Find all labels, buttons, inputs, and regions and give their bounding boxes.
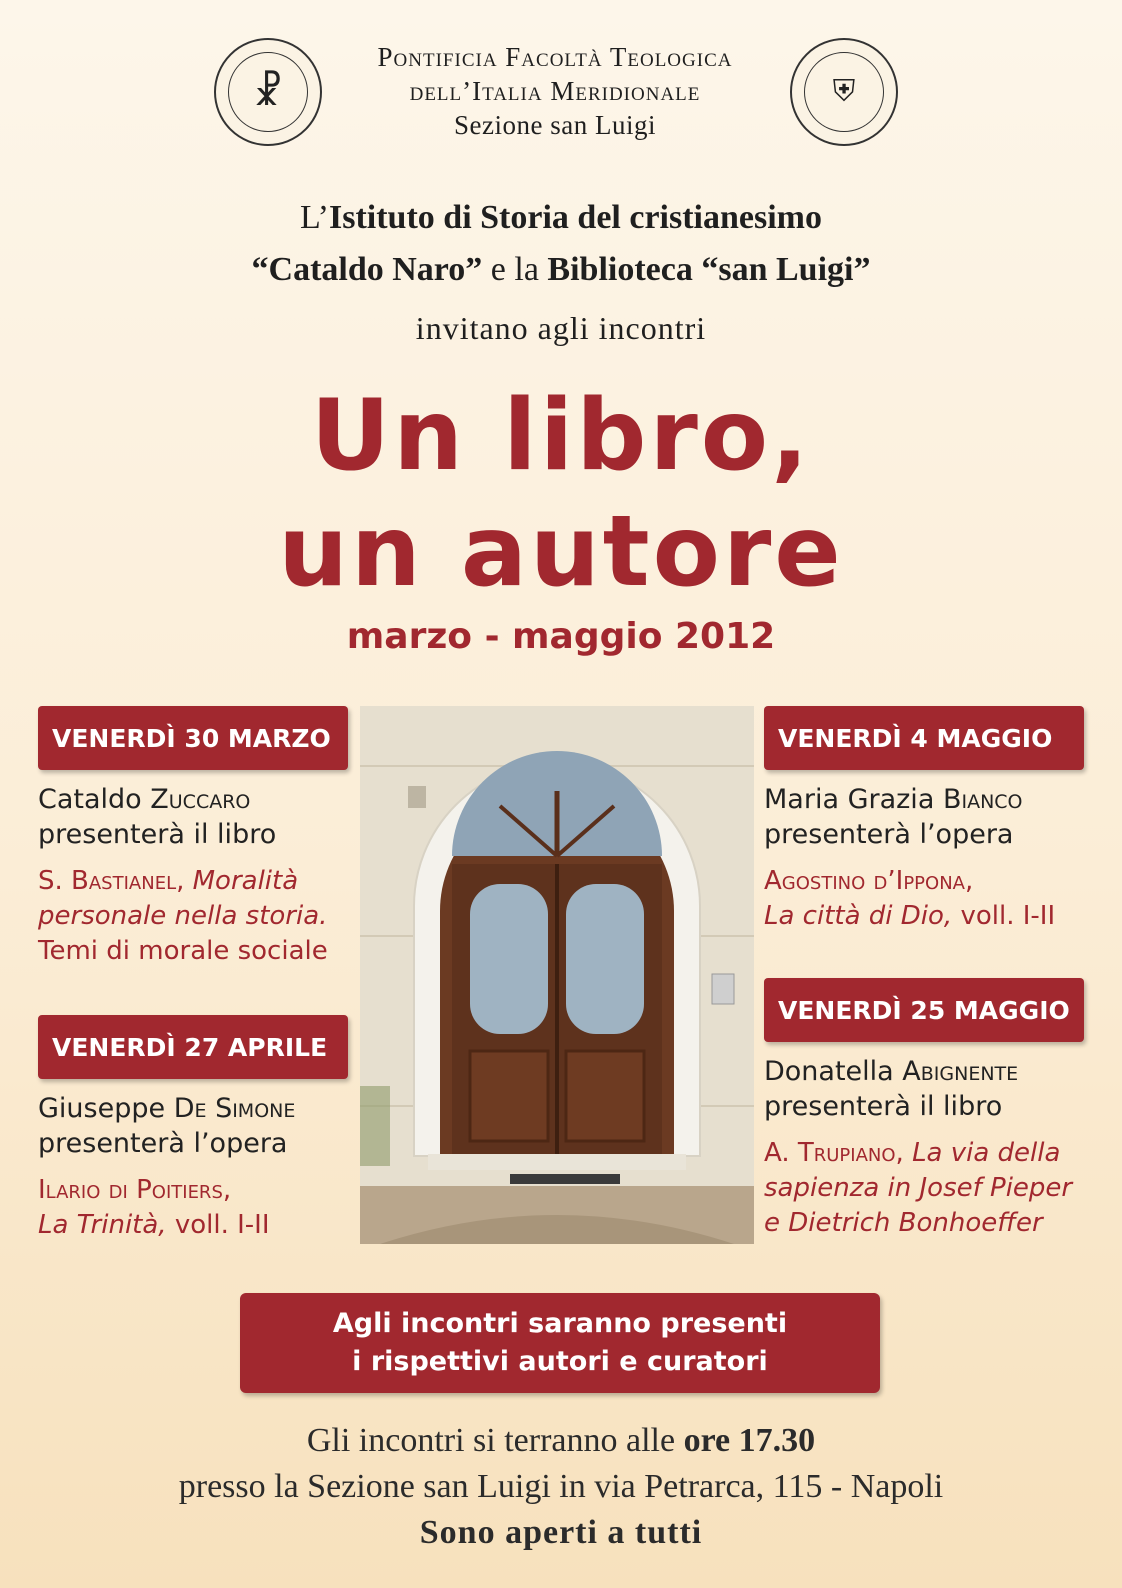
event-2-date: VENERDÌ 27 APRILE — [38, 1015, 348, 1079]
event-2 — [38, 1091, 358, 1243]
intro-e-la: e la — [482, 251, 548, 288]
event-2-action: presenterà l’opera — [38, 1128, 288, 1159]
intro-invitano: invitano agli incontri — [415, 310, 707, 346]
event-2-author: Ilario di Poitiers, — [38, 1175, 232, 1205]
event-2-last-name: De Simone — [173, 1093, 296, 1124]
event-3-last-name: Bianco — [942, 784, 1023, 815]
event-4-first-name: Donatella — [764, 1056, 903, 1087]
intro-cataldo: “Cataldo Naro” — [251, 251, 483, 288]
event-1-last-name: Zuccaro — [150, 784, 251, 815]
event-1-action: presenterà il libro — [38, 819, 277, 850]
note-line-1: Agli incontri saranno presenti — [332, 1308, 788, 1339]
intro-biblioteca: Biblioteca “san Luigi” — [547, 251, 871, 288]
intro-line-2 — [0, 244, 1122, 296]
event-4-last-name: Abignente — [902, 1056, 1019, 1087]
event-1-date: VENERDÌ 30 MARZO — [38, 706, 348, 770]
event-1-title-extra: Temi di morale sociale — [38, 936, 328, 966]
event-4-author: A. Trupiano, — [764, 1138, 904, 1168]
coat-of-arms-seal-icon: ⛨ — [804, 52, 884, 132]
event-4-title: La via della sapienza in Josef Pieper e Dietrich Bonhoeffer — [764, 1138, 1073, 1238]
event-1 — [38, 782, 358, 969]
event-1-presenter — [38, 782, 358, 817]
event-1-first-name: Cataldo — [38, 784, 151, 815]
note-line-2: i rispettivi autori e curatori — [352, 1346, 768, 1377]
event-4-date: VENERDÌ 25 MAGGIO — [764, 978, 1084, 1042]
left-seal-logo — [214, 38, 322, 146]
intro-istituto: Istituto di Storia del cristianesimo — [329, 199, 822, 236]
event-2-title-extra: voll. I-II — [166, 1210, 270, 1240]
event-1-work — [38, 864, 358, 969]
title-line-2: un autore — [278, 495, 844, 609]
event-3-presenter — [764, 782, 1094, 817]
event-3-work — [764, 864, 1094, 934]
footer-line-3: Sono aperti a tutti — [419, 1514, 703, 1551]
footer — [0, 1418, 1122, 1556]
intro-line-1 — [0, 192, 1122, 244]
event-1-author: S. Bastianel, — [38, 866, 185, 896]
event-2-presenter — [38, 1091, 358, 1126]
event-2-title: La Trinità, — [38, 1210, 167, 1240]
header-institution — [320, 40, 790, 142]
event-4 — [764, 1054, 1094, 1241]
header-line-2: dell’Italia Meridionale — [409, 76, 701, 106]
intro-block — [0, 192, 1122, 354]
footer-time-prefix: Gli incontri si terranno alle — [306, 1422, 684, 1459]
arched-wooden-door-photo — [360, 706, 754, 1244]
event-4-presenter — [764, 1054, 1094, 1089]
title-line-1: Un libro, — [310, 379, 812, 493]
event-4-action: presenterà il libro — [764, 1091, 1003, 1122]
header-line-1: Pontificia Facoltà Teologica — [377, 42, 733, 72]
footer-line-2: presso la Sezione san Luigi in via Petrarca, 115 - Napoli — [178, 1468, 944, 1505]
main-title — [0, 378, 1122, 610]
event-3-action: presenterà l’opera — [764, 819, 1014, 850]
event-3-first-name: Maria Grazia — [764, 784, 943, 815]
event-3-author: Agostino d’Ippona, — [764, 866, 974, 896]
event-3-title: La città di Dio, — [764, 901, 953, 931]
event-3-title-extra: voll. I-II — [952, 901, 1056, 931]
header-line-3: Sezione san Luigi — [454, 110, 656, 140]
event-3 — [764, 782, 1094, 934]
event-2-first-name: Giuseppe — [38, 1093, 174, 1124]
footer-line-1 — [0, 1418, 1122, 1464]
chi-rho-seal-icon: ☧ — [228, 52, 308, 132]
intro-l: L’ — [300, 199, 329, 236]
footer-time: ore 17.30 — [683, 1422, 816, 1459]
door-photo — [360, 706, 754, 1244]
title-period: marzo - maggio 2012 — [346, 616, 776, 657]
right-seal-logo — [790, 38, 898, 146]
presence-note — [240, 1293, 880, 1393]
event-1-title: Moralità personale nella storia. — [38, 866, 328, 931]
event-3-date: VENERDÌ 4 MAGGIO — [764, 706, 1084, 770]
event-2-work — [38, 1173, 358, 1243]
event-4-work — [764, 1136, 1094, 1241]
